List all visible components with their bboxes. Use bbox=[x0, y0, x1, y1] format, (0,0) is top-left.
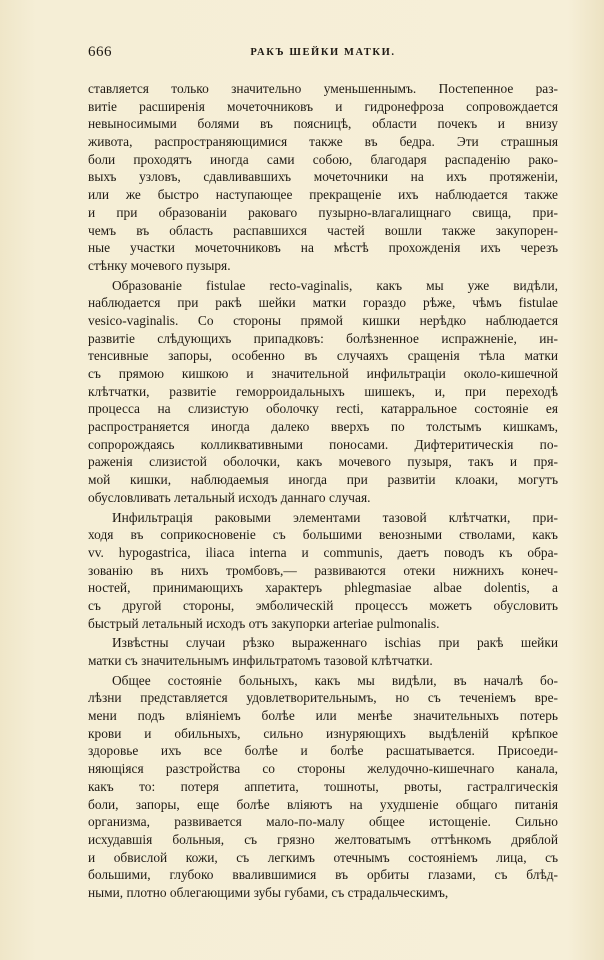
text-line: ставляется только значительно уменьшеннымъ. Постепенное раз- bbox=[88, 81, 558, 96]
text-line: матки съ значительнымъ инфильтратомъ тазовой клѣтчатки. bbox=[88, 653, 433, 668]
text-line: процесса на слизистую оболочку recti, катарральное состояніе ея bbox=[88, 401, 558, 417]
text-line: наблюдается при ракѣ шейки матки гораздо рѣже, чѣмъ fistulae bbox=[88, 295, 558, 311]
text-line: тенсивные запоры, особенно въ случаяхъ сращенія тѣла матки bbox=[88, 348, 558, 364]
text-line: исхудавшія больныя, съ грязно желтоватымъ оттѣнкомъ дряблой bbox=[88, 831, 558, 847]
text-line: большими, глубоко ввалившимися въ орбиты глазами, съ блѣд- bbox=[88, 867, 558, 883]
text-line: или же быстро наступающее прекращеніе ихъ наблюдается также bbox=[88, 187, 558, 203]
paragraph bbox=[88, 634, 558, 669]
text-line: клѣтчатки, развитіе геморроидальныхъ шишекъ, и, при переходѣ bbox=[88, 383, 558, 399]
text-line: распространяется иногда далеко вверхъ по толстымъ кишкамъ, bbox=[88, 419, 558, 435]
text-line: сопророждаясь колликвативными поносами. Дифтеритическія по- bbox=[88, 436, 558, 452]
text-line: чемъ въ область распавшихся частей вошли также закупорен- bbox=[88, 222, 558, 238]
text-line: выхъ узловъ, сдавливавшихъ мочеточники на ихъ протяженіи, bbox=[88, 169, 558, 185]
paragraph bbox=[88, 277, 558, 507]
text-line: обусловливать летальный исходъ даннаго случая. bbox=[88, 489, 371, 505]
text-line: Образованіе fistulae recto-vaginalis, какъ мы уже видѣли, bbox=[112, 277, 558, 293]
text-line: раженія слизистой оболочки, какъ мочевого пузыря, такъ и пря- bbox=[88, 454, 558, 470]
text-line: съ прямою кишкою и значительной инфильтраціи около-кишечной bbox=[88, 366, 558, 381]
text-line: ностей, принимающихъ характеръ phlegmasiae albae dolentis, а bbox=[88, 580, 558, 596]
text-line: ные участки мочеточниковъ на мѣстѣ прохожденія ихъ черезъ bbox=[88, 240, 558, 256]
text-line: няющіяся разстройства со стороны желудочно-кишечнаго канала, bbox=[88, 761, 558, 777]
text-line: лѣзни представляется удовлетворительнымъ, но съ теченіемъ вре- bbox=[88, 690, 558, 706]
text-line: крови и обильныхъ, сильно изнуряющихъ выдѣленій крѣпкое bbox=[88, 725, 558, 741]
text-line: Извѣстны случаи рѣзко выраженнаго ischias при ракѣ шейки bbox=[112, 635, 558, 651]
text-line: какъ то: потеря аппетита, тошноты, рвоты, гастралгическія bbox=[88, 778, 558, 794]
text-line: витіе расширенія мочеточниковъ и гидронефроза сопровождается bbox=[88, 98, 558, 114]
page-header bbox=[88, 44, 558, 64]
text-line: организма, развивается мало-по-малу общее истощеніе. Сильно bbox=[88, 814, 558, 830]
text-line: здоровье ихъ все болѣе и болѣе расшатывается. Присоеди- bbox=[88, 743, 558, 759]
text-line: мой кишки, наблюдаемыя иногда при развитіи клоаки, могутъ bbox=[88, 472, 558, 488]
text-line: быстрый летальный исходъ отъ закупорки arteriae pulmonalis. bbox=[88, 615, 440, 631]
text-line: ными, плотно облегающими зубы губами, съ страдальческимъ, bbox=[88, 884, 449, 900]
text-line: съ другой стороны, эмболическій процессъ можетъ обусловить bbox=[88, 597, 558, 613]
page-number: 666 bbox=[88, 44, 112, 60]
text-line: развитіе слѣдующихъ припадковъ: болѣзненное испражненіе, ин- bbox=[88, 330, 558, 346]
text-line: ходя въ соприкосновеніе съ большими венозными стволами, какъ bbox=[88, 527, 558, 543]
text-line: боли, запоры, еще болѣе вліяютъ на ухудшеніе общаго питанія bbox=[88, 796, 558, 812]
text-line: невыносимыми болями въ поясницѣ, области почекъ и внизу bbox=[88, 116, 558, 132]
text-line: vesico-vaginalis. Со стороны прямой кишки нерѣдко наблюдается bbox=[88, 312, 558, 328]
paragraph bbox=[88, 672, 558, 902]
running-title: РАКЪ ШЕЙКИ МАТКИ. bbox=[250, 47, 396, 58]
text-line: мени подъ вліяніемъ болѣе или менѣе значительныхъ потерь bbox=[88, 708, 558, 724]
text-line: Общее состояніе больныхъ, какъ мы видѣли, въ началѣ бо- bbox=[112, 672, 558, 688]
text-line: живота, распространяющимися также въ бедра. Эти страшныя bbox=[88, 134, 558, 150]
text-line: vv. hypogastrica, iliaca interna и communis, даетъ поводъ къ обра- bbox=[88, 544, 558, 560]
text-line: Инфильтрація раковыми элементами тазовой клѣтчатки, при- bbox=[112, 509, 558, 525]
text-line: и при образованіи раковаго пузырно-влагалищнаго свища, при- bbox=[88, 204, 558, 220]
text-line: стѣнку мочевого пузыря. bbox=[88, 257, 231, 273]
paragraph bbox=[88, 509, 558, 633]
text-line: зованію въ нихъ тромбовъ,— развиваются отеки нижнихъ конеч- bbox=[88, 562, 558, 578]
text-line: и обвислой кожи, съ легкимъ отечнымъ состояніемъ лица, съ bbox=[88, 849, 558, 865]
text-line: боли проходятъ иногда сами собою, благодаря распаденію рако- bbox=[88, 151, 558, 167]
paragraph bbox=[88, 80, 558, 275]
body-text bbox=[88, 80, 558, 902]
